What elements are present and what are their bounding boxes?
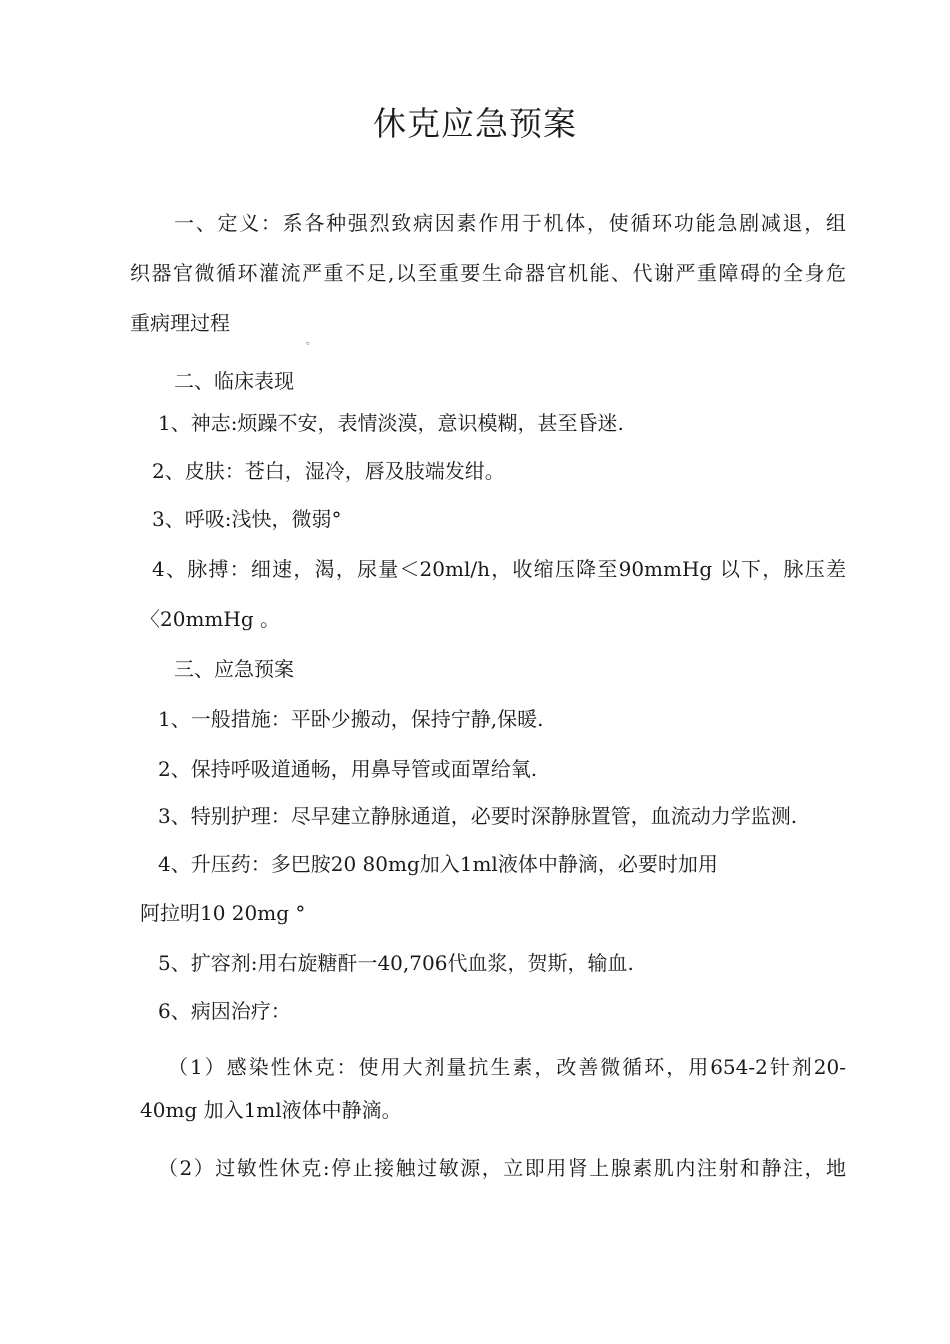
clinical-item-continued: 〈20mmHg 。	[140, 607, 280, 631]
cause-item: （2）过敏性休克:停止接触过敏源，立即用肾上腺素肌内注射和静注，地	[158, 1156, 846, 1180]
emergency-item: 2、保持呼吸道通畅，用鼻导管或面罩给氧.	[158, 757, 538, 781]
emergency-item-continued: 阿拉明10 20mg °	[140, 901, 306, 925]
section-heading-emergency: 三、应急预案	[174, 657, 294, 681]
definition-line-3: 重病理过程	[130, 311, 230, 335]
emergency-item: 4、升压药：多巴胺20 80mg加入1ml液体中静滴，必要时加用	[158, 852, 718, 876]
clinical-item: 3、呼吸:浅快，微弱°	[152, 507, 342, 531]
definition-line-1: 一、定义：系各种强烈致病因素作用于机体，使循环功能急剧减退，组	[174, 211, 846, 235]
cause-item-continued: 40mg 加入1ml液体中静滴。	[140, 1098, 402, 1122]
clinical-item: 1、神志:烦躁不安，表情淡漠，意识模糊，甚至昏迷.	[158, 411, 624, 435]
section-heading-clinical: 二、临床表现	[174, 369, 294, 393]
cause-item: （1）感染性休克：使用大剂量抗生素，改善微循环，用654-2针剂20-	[168, 1055, 846, 1079]
clinical-item: 4、脉搏：细速，渴，尿量＜20ml/h，收缩压降至90mmHg 以下，脉压差	[152, 557, 846, 581]
emergency-item: 3、特别护理：尽早建立静脉通道，必要时深静脉置管，血流动力学监测.	[158, 804, 798, 828]
document-title: 休克应急预案	[373, 104, 577, 143]
stray-mark: 。	[306, 336, 316, 347]
emergency-item: 6、病因治疗：	[158, 999, 291, 1023]
clinical-item: 2、皮肤：苍白，湿冷，唇及肢端发绀。	[152, 459, 505, 483]
emergency-item: 1、一般措施：平卧少搬动，保持宁静,保暖.	[158, 707, 544, 731]
definition-line-2: 织器官微循环灌流严重不足,以至重要生命器官机能、代谢严重障碍的全身危	[130, 261, 846, 285]
emergency-item: 5、扩容剂:用右旋糖酐一40,706代血浆，贺斯，输血.	[158, 951, 634, 975]
